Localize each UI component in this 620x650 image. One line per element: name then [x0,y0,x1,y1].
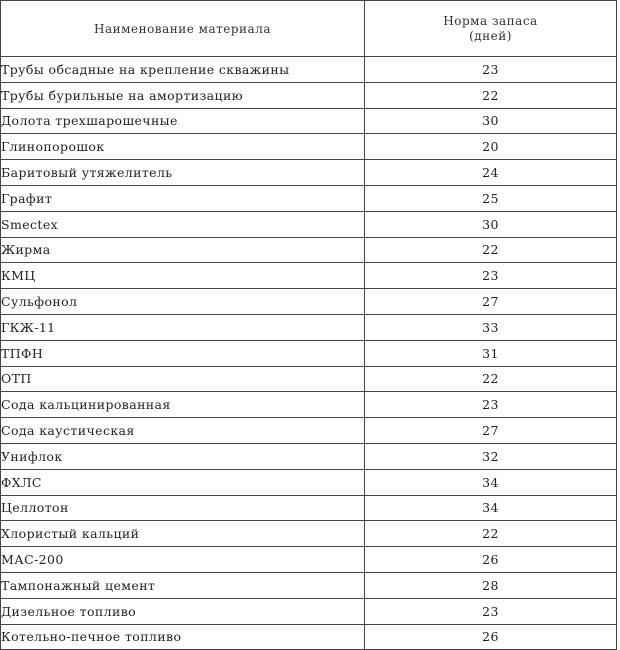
stock-days-cell: 28 [365,572,617,598]
stock-days-cell: 23 [365,392,617,418]
stock-days-cell: 33 [365,314,617,340]
table-row [1,624,617,650]
stock-days-cell: 30 [365,211,617,237]
material-name-cell: Сульфонол [1,289,365,315]
stock-days-cell: 23 [365,263,617,289]
header-material-name: Наименование материала [1,1,365,57]
material-name-cell: Трубы обсадные на крепление скважины [1,57,365,83]
table-row [1,521,617,547]
stock-days-cell: 22 [365,366,617,392]
table-row [1,160,617,186]
table-row [1,263,617,289]
table-row [1,495,617,521]
table-row [1,443,617,469]
material-name-cell: Глинопорошок [1,134,365,160]
material-name-cell: Графит [1,185,365,211]
stock-days-cell: 26 [365,624,617,650]
table-header-row [1,1,617,57]
stock-days-cell: 22 [365,521,617,547]
material-name-cell: Унифлок [1,443,365,469]
material-name-cell: Сода кальцинированная [1,392,365,418]
material-name-cell: Жирма [1,237,365,263]
table-row [1,185,617,211]
table-row [1,572,617,598]
table-body [1,57,617,650]
header-stock-norm-line2: (дней) [469,28,512,43]
stock-days-cell: 34 [365,495,617,521]
material-name-cell: Баритовый утяжелитель [1,160,365,186]
stock-days-cell: 23 [365,57,617,83]
table-row [1,134,617,160]
stock-days-cell: 30 [365,108,617,134]
material-name-cell: Хлористый кальций [1,521,365,547]
material-name-cell: ФХЛС [1,469,365,495]
material-name-cell: МАС-200 [1,547,365,573]
stock-days-cell: 32 [365,443,617,469]
table-row [1,598,617,624]
stock-days-cell: 27 [365,289,617,315]
header-stock-norm [365,1,617,57]
material-name-cell: ОТП [1,366,365,392]
material-name-cell: Smectex [1,211,365,237]
stock-days-cell: 20 [365,134,617,160]
table-row [1,469,617,495]
table-row [1,418,617,444]
material-name-cell: Целлотон [1,495,365,521]
table-row [1,340,617,366]
material-name-cell: Долота трехшарошечные [1,108,365,134]
material-name-cell: Тампонажный цемент [1,572,365,598]
header-stock-norm-line1: Норма запаса [443,13,538,28]
table-row [1,366,617,392]
table-row [1,82,617,108]
stock-days-cell: 25 [365,185,617,211]
material-name-cell: Котельно-печное топливо [1,624,365,650]
table-row [1,57,617,83]
stock-days-cell: 27 [365,418,617,444]
material-name-cell: Сода каустическая [1,418,365,444]
material-name-cell: Трубы бурильные на амортизацию [1,82,365,108]
stock-days-cell: 34 [365,469,617,495]
table-row [1,547,617,573]
material-name-cell: ТПФН [1,340,365,366]
table-row [1,314,617,340]
stock-days-cell: 24 [365,160,617,186]
material-name-cell: КМЦ [1,263,365,289]
table-row [1,289,617,315]
table-row [1,211,617,237]
table-row [1,392,617,418]
stock-days-cell: 26 [365,547,617,573]
stock-days-cell: 22 [365,237,617,263]
table-row [1,108,617,134]
stock-days-cell: 22 [365,82,617,108]
material-name-cell: Дизельное топливо [1,598,365,624]
stock-days-cell: 23 [365,598,617,624]
stock-days-cell: 31 [365,340,617,366]
material-name-cell: ГКЖ-11 [1,314,365,340]
table-row [1,237,617,263]
